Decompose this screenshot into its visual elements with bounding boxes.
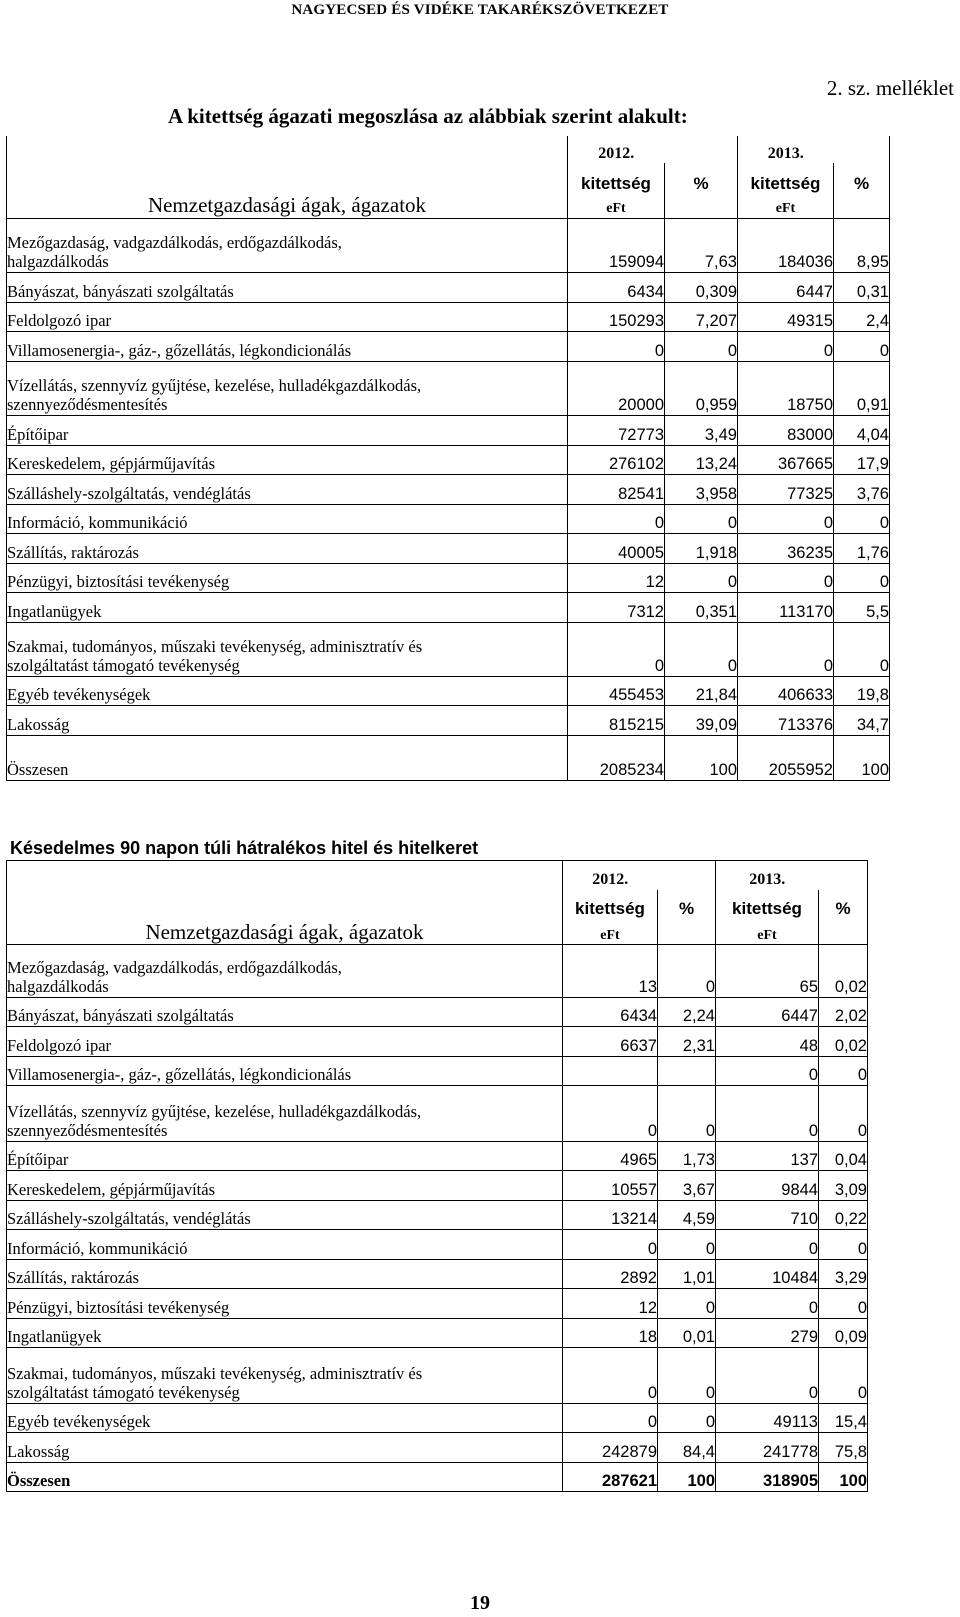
overdue-table	[6, 860, 868, 1492]
exposure-2013-cell: 65	[716, 945, 819, 998]
percent-2013-cell: 0,02	[819, 1027, 868, 1057]
percent-2012-cell: 2,24	[658, 998, 716, 1027]
exposure-2012-cell: 4965	[563, 1142, 658, 1171]
percent-2013-cell: 2,02	[819, 998, 868, 1027]
percent-2012-cell: 0	[665, 622, 738, 676]
row-label: Lakosság	[7, 705, 568, 735]
table-row	[7, 1319, 868, 1348]
exposure-2012-cell: 6637	[563, 1027, 658, 1057]
table1-column-label: Nemzetgazdasági ágak, ágazatok	[7, 136, 568, 218]
percent-2013-cell: 0	[819, 1289, 868, 1319]
percent-2013-cell: 100	[834, 735, 890, 780]
table-row	[7, 1260, 868, 1289]
table-row	[7, 1171, 868, 1201]
table2-column-label: Nemzetgazdasági ágak, ágazatok	[7, 861, 563, 945]
exposure-2012-cell: 0	[568, 504, 665, 533]
row-label: Feldolgozó ipar	[7, 302, 568, 331]
row-label: Szálláshely-szolgáltatás, vendéglátás	[7, 474, 568, 504]
row-label: Egyéb tevékenységek	[7, 1404, 563, 1433]
row-label: Szállítás, raktározás	[7, 533, 568, 563]
table-row	[7, 705, 890, 735]
percent-2012-cell: 0,01	[658, 1319, 716, 1348]
percent-2012-cell	[658, 1057, 716, 1086]
exposure-2013-cell: 48	[716, 1027, 819, 1057]
exposure-2013-cell: 0	[738, 504, 834, 533]
percent-2012-cell: 0	[665, 504, 738, 533]
table-row	[7, 1348, 868, 1404]
percent-2013-cell: 19,8	[834, 676, 890, 705]
exposure-2013-cell: 0	[716, 1289, 819, 1319]
table1-exposure-2012-header: kitettség	[568, 163, 665, 194]
annex-label: 2. sz. melléklet	[826, 76, 954, 100]
percent-2013-cell: 0	[819, 1057, 868, 1086]
row-label: Bányászat, bányászati szolgáltatás	[7, 998, 563, 1027]
table2-unit-2012: eFt	[563, 919, 658, 945]
exposure-2012-cell: 159094	[568, 218, 665, 272]
percent-2013-cell: 4,04	[834, 415, 890, 445]
row-label: Pénzügyi, biztosítási tevékenység	[7, 563, 568, 592]
table-row	[7, 504, 890, 533]
exposure-2013-cell: 710	[716, 1201, 819, 1230]
row-label: Bányászat, bányászati szolgáltatás	[7, 272, 568, 302]
exposure-2013-cell: 0	[716, 1230, 819, 1260]
exposure-2013-cell: 77325	[738, 474, 834, 504]
page-number: 19	[470, 1592, 490, 1614]
table1-unit-2012: eFt	[568, 194, 665, 218]
row-label: Építőipar	[7, 1142, 563, 1171]
row-label: Összesen	[7, 1463, 563, 1492]
percent-2013-cell: 1,76	[834, 533, 890, 563]
table-row	[7, 474, 890, 504]
percent-2012-cell: 0	[665, 331, 738, 361]
exposure-2013-cell: 6447	[738, 272, 834, 302]
percent-2012-cell: 0,351	[665, 592, 738, 622]
exposure-2013-cell: 0	[716, 1348, 819, 1404]
table2-exposure-2013-header: kitettség	[716, 890, 819, 919]
row-label: Szálláshely-szolgáltatás, vendéglátás	[7, 1201, 563, 1230]
table2-unit-2013: eFt	[716, 919, 819, 945]
percent-2012-cell: 100	[658, 1463, 716, 1492]
exposure-2012-cell	[563, 1057, 658, 1086]
row-label: Villamosenergia-, gáz-, gőzellátás, légkondicionálás	[7, 331, 568, 361]
percent-2012-cell: 1,73	[658, 1142, 716, 1171]
exposure-2012-cell: 815215	[568, 705, 665, 735]
percent-2012-cell: 0	[665, 563, 738, 592]
table-row	[7, 1289, 868, 1319]
table-row	[7, 622, 890, 676]
percent-2012-cell: 7,63	[665, 218, 738, 272]
percent-2012-cell: 4,59	[658, 1201, 716, 1230]
exposure-2012-cell: 0	[563, 1230, 658, 1260]
exposure-2012-cell: 0	[563, 1404, 658, 1433]
percent-2012-cell: 1,918	[665, 533, 738, 563]
table1-year-row	[7, 136, 890, 163]
exposure-2013-cell: 0	[738, 622, 834, 676]
table-row	[7, 1142, 868, 1171]
table-row	[7, 676, 890, 705]
table1-exposure-2013-header: kitettség	[738, 163, 834, 194]
percent-2012-cell: 0	[658, 1404, 716, 1433]
exposure-2012-cell: 6434	[568, 272, 665, 302]
percent-2012-cell: 0	[658, 1289, 716, 1319]
percent-2013-cell: 2,4	[834, 302, 890, 331]
table-row	[7, 945, 868, 998]
table-row	[7, 361, 890, 415]
exposure-2012-cell: 12	[568, 563, 665, 592]
table2-title: Késedelmes 90 napon túli hátralékos hitel és hitelkeret	[10, 838, 479, 858]
exposure-2013-cell: 113170	[738, 592, 834, 622]
exposure-2012-cell: 13	[563, 945, 658, 998]
table1-unit-2013: eFt	[738, 194, 834, 218]
row-label: Ingatlanügyek	[7, 1319, 563, 1348]
exposure-2013-cell: 318905	[716, 1463, 819, 1492]
percent-2013-cell: 0,02	[819, 945, 868, 998]
percent-2012-cell: 1,01	[658, 1260, 716, 1289]
exposure-2013-cell: 137	[716, 1142, 819, 1171]
table-row	[7, 302, 890, 331]
table-row	[7, 563, 890, 592]
exposure-2012-cell: 10557	[563, 1171, 658, 1201]
row-label: Vízellátás, szennyvíz gyűjtése, kezelése, hulladékgazdálkodás, szennyeződésmentesítés	[7, 1086, 563, 1142]
percent-2012-cell: 39,09	[665, 705, 738, 735]
exposure-2012-cell: 2085234	[568, 735, 665, 780]
table-row	[7, 1404, 868, 1433]
exposure-2012-cell: 2892	[563, 1260, 658, 1289]
table2-year-2012: 2012.	[563, 861, 658, 890]
percent-2013-cell: 0	[834, 504, 890, 533]
row-label: Információ, kommunikáció	[7, 504, 568, 533]
percent-2013-cell: 5,5	[834, 592, 890, 622]
row-label: Vízellátás, szennyvíz gyűjtése, kezelése, hulladékgazdálkodás, szennyeződésmentesítés	[7, 361, 568, 415]
exposure-2013-cell: 83000	[738, 415, 834, 445]
table-row	[7, 592, 890, 622]
percent-2013-cell: 3,09	[819, 1171, 868, 1201]
table-row	[7, 1463, 868, 1492]
percent-2012-cell: 0,309	[665, 272, 738, 302]
exposure-2013-cell: 0	[738, 331, 834, 361]
exposure-2012-cell: 0	[563, 1086, 658, 1142]
row-label: Lakosság	[7, 1433, 563, 1463]
table1-title: A kitettség ágazati megoszlása az alábbiak szerint alakult:	[168, 104, 688, 128]
percent-2012-cell: 0,959	[665, 361, 738, 415]
exposure-2013-cell: 279	[716, 1319, 819, 1348]
percent-2013-cell: 0	[819, 1348, 868, 1404]
row-label: Ingatlanügyek	[7, 592, 568, 622]
exposure-2013-cell: 241778	[716, 1433, 819, 1463]
table-row	[7, 735, 890, 780]
table-row	[7, 1057, 868, 1086]
percent-2012-cell: 2,31	[658, 1027, 716, 1057]
table-row	[7, 1086, 868, 1142]
exposure-2012-cell: 82541	[568, 474, 665, 504]
percent-2013-cell: 0	[834, 563, 890, 592]
table-row	[7, 415, 890, 445]
exposure-2012-cell: 20000	[568, 361, 665, 415]
exposure-2012-cell: 455453	[568, 676, 665, 705]
exposure-2013-cell: 49113	[716, 1404, 819, 1433]
row-label: Villamosenergia-, gáz-, gőzellátás, légkondicionálás	[7, 1057, 563, 1086]
percent-2012-cell: 84,4	[658, 1433, 716, 1463]
table1-percent-2013-header: %	[834, 163, 890, 194]
exposure-2012-cell: 242879	[563, 1433, 658, 1463]
percent-2013-cell: 0,91	[834, 361, 890, 415]
table-row	[7, 272, 890, 302]
percent-2012-cell: 0	[658, 1230, 716, 1260]
row-label: Kereskedelem, gépjárműjavítás	[7, 445, 568, 474]
row-label: Szakmai, tudományos, műszaki tevékenység, adminisztratív és szolgáltatást támogató tevékenység	[7, 1348, 563, 1404]
row-label: Pénzügyi, biztosítási tevékenység	[7, 1289, 563, 1319]
percent-2012-cell: 13,24	[665, 445, 738, 474]
exposure-2012-cell: 40005	[568, 533, 665, 563]
percent-2013-cell: 0,31	[834, 272, 890, 302]
exposure-2012-cell: 287621	[563, 1463, 658, 1492]
exposure-2013-cell: 49315	[738, 302, 834, 331]
percent-2013-cell: 3,76	[834, 474, 890, 504]
exposure-2012-cell: 72773	[568, 415, 665, 445]
exposure-2013-cell: 0	[738, 563, 834, 592]
percent-2013-cell: 3,29	[819, 1260, 868, 1289]
table2-year-2013: 2013.	[716, 861, 819, 890]
percent-2013-cell: 0	[834, 331, 890, 361]
row-label: Szakmai, tudományos, műszaki tevékenység, adminisztratív és szolgáltatást támogató tevékenység	[7, 622, 568, 676]
exposure-2013-cell: 9844	[716, 1171, 819, 1201]
table-row	[7, 1230, 868, 1260]
percent-2013-cell: 34,7	[834, 705, 890, 735]
exposure-2013-cell: 10484	[716, 1260, 819, 1289]
row-label: Feldolgozó ipar	[7, 1027, 563, 1057]
percent-2012-cell: 0	[658, 1086, 716, 1142]
percent-2013-cell: 15,4	[819, 1404, 868, 1433]
percent-2013-cell: 8,95	[834, 218, 890, 272]
exposure-2012-cell: 18	[563, 1319, 658, 1348]
percent-2013-cell: 17,9	[834, 445, 890, 474]
percent-2013-cell: 0,04	[819, 1142, 868, 1171]
table-row	[7, 331, 890, 361]
table1-year-2012: 2012.	[568, 136, 665, 163]
percent-2013-cell: 0	[834, 622, 890, 676]
row-label: Építőipar	[7, 415, 568, 445]
table2-year-row	[7, 861, 868, 890]
table2-percent-2013-header: %	[819, 890, 868, 919]
percent-2013-cell: 0	[819, 1086, 868, 1142]
table-row	[7, 533, 890, 563]
table-row	[7, 1027, 868, 1057]
table2-percent-2012-header: %	[658, 890, 716, 919]
percent-2013-cell: 0,22	[819, 1201, 868, 1230]
percent-2012-cell: 3,958	[665, 474, 738, 504]
percent-2012-cell: 100	[665, 735, 738, 780]
exposure-2012-cell: 6434	[563, 998, 658, 1027]
exposure-2013-cell: 367665	[738, 445, 834, 474]
row-label: Mezőgazdaság, vadgazdálkodás, erdőgazdálkodás, halgazdálkodás	[7, 945, 563, 998]
exposure-2013-cell: 18750	[738, 361, 834, 415]
percent-2012-cell: 3,49	[665, 415, 738, 445]
exposure-2013-cell: 0	[716, 1057, 819, 1086]
percent-2013-cell: 75,8	[819, 1433, 868, 1463]
exposure-2012-cell: 7312	[568, 592, 665, 622]
percent-2013-cell: 0	[819, 1230, 868, 1260]
row-label: Kereskedelem, gépjárműjavítás	[7, 1171, 563, 1201]
row-label: Összesen	[7, 735, 568, 780]
percent-2013-cell: 0,09	[819, 1319, 868, 1348]
table1-year-2013: 2013.	[738, 136, 834, 163]
exposure-2013-cell: 0	[716, 1086, 819, 1142]
exposure-2013-cell: 2055952	[738, 735, 834, 780]
table-row	[7, 1201, 868, 1230]
exposure-2013-cell: 6447	[716, 998, 819, 1027]
row-label: Szállítás, raktározás	[7, 1260, 563, 1289]
percent-2012-cell: 21,84	[665, 676, 738, 705]
exposure-2012-cell: 0	[568, 622, 665, 676]
row-label: Információ, kommunikáció	[7, 1230, 563, 1260]
exposure-2013-cell: 713376	[738, 705, 834, 735]
percent-2012-cell: 0	[658, 945, 716, 998]
exposure-2012-cell: 150293	[568, 302, 665, 331]
exposure-2013-cell: 184036	[738, 218, 834, 272]
exposure-2012-cell: 0	[568, 331, 665, 361]
percent-2012-cell: 7,207	[665, 302, 738, 331]
percent-2013-cell: 100	[819, 1463, 868, 1492]
table1-percent-2012-header: %	[665, 163, 738, 194]
percent-2012-cell: 0	[658, 1348, 716, 1404]
exposure-2013-cell: 406633	[738, 676, 834, 705]
exposure-2012-cell: 0	[563, 1348, 658, 1404]
exposure-2012-cell: 276102	[568, 445, 665, 474]
table-row	[7, 218, 890, 272]
exposure-2013-cell: 36235	[738, 533, 834, 563]
table-row	[7, 445, 890, 474]
table-row	[7, 998, 868, 1027]
row-label: Egyéb tevékenységek	[7, 676, 568, 705]
percent-2012-cell: 3,67	[658, 1171, 716, 1201]
exposure-2012-cell: 13214	[563, 1201, 658, 1230]
exposure-table	[6, 136, 890, 781]
table2-exposure-2012-header: kitettség	[563, 890, 658, 919]
table-row	[7, 1433, 868, 1463]
exposure-2012-cell: 12	[563, 1289, 658, 1319]
row-label: Mezőgazdaság, vadgazdálkodás, erdőgazdálkodás, halgazdálkodás	[7, 218, 568, 272]
organization-header: NAGYECSED ÉS VIDÉKE TAKARÉKSZÖVETKEZET	[291, 2, 669, 18]
